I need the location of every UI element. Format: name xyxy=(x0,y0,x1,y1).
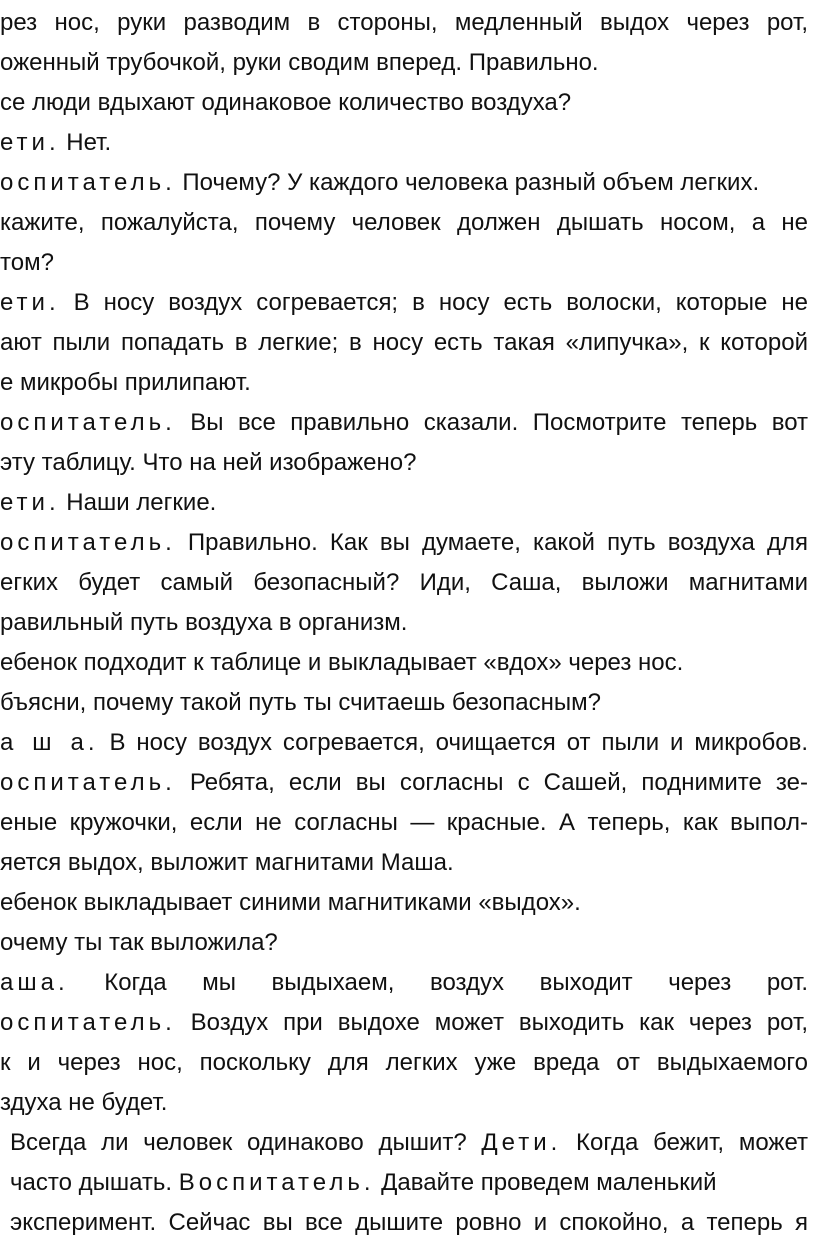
dialogue-line: оспитатель. Почему? У каждого человека разный объем легких. xyxy=(0,169,760,196)
speaker-label: ети. xyxy=(0,129,60,156)
dialogue-line: ети. Нет. xyxy=(0,129,112,156)
speaker-label: оспитатель. xyxy=(0,409,176,436)
speaker-label: ети. xyxy=(0,289,60,316)
text-line: егких будет самый безопасный? Иди, Саша, выложи магнитами xyxy=(0,569,808,596)
dialogue-line: оспитатель. Воздух при выдохе может выходить как через рот, xyxy=(0,1009,808,1036)
text-line: очему ты так выложила? xyxy=(0,929,278,956)
text-line: оженный трубочкой, руки сводим вперед. Правильно. xyxy=(0,49,599,76)
text-line: эксперимент. Сейчас вы все дышите ровно и спокойно, а теперь я xyxy=(10,1209,808,1236)
dialogue-line: часто дышать. Воспитатель. Давайте проведем маленький xyxy=(10,1169,717,1196)
text-line: здуха не будет. xyxy=(0,1089,168,1116)
text-line: равильный путь воздуха в организм. xyxy=(0,609,408,636)
dialogue-line: оспитатель. Вы все правильно сказали. Посмотрите теперь вот xyxy=(0,409,808,436)
speaker-label: аша. xyxy=(0,969,69,996)
text-line: ебенок подходит к таблице и выкладывает «вдох» через нос. xyxy=(0,649,684,676)
dialogue-line: Всегда ли человек одинаково дышит? Дети. Когда бежит, может xyxy=(10,1129,808,1156)
text-line: ебенок выкладывает синими магнитиками «выдох». xyxy=(0,889,581,916)
speaker-label: Дети. xyxy=(481,1129,562,1156)
dialogue-line: оспитатель. Правильно. Как вы думаете, какой путь воздуха для xyxy=(0,529,808,556)
speaker-label: ети. xyxy=(0,489,60,516)
text-line: се люди вдыхают одинаковое количество воздуха? xyxy=(0,89,572,116)
text-line: еные кружочки, если не согласны — красные. А теперь, как выпол- xyxy=(0,809,808,836)
text-line: яется выдох, выложит магнитами Маша. xyxy=(0,849,454,876)
text-line: рез нос, руки разводим в стороны, медленный выдох через рот, xyxy=(0,9,808,36)
speaker-label: оспитатель. xyxy=(0,1009,176,1036)
text-line: кажите, пожалуйста, почему человек должен дышать носом, а не xyxy=(0,209,808,236)
text-line: бъясни, почему такой путь ты считаешь безопасным? xyxy=(0,689,601,716)
speaker-label: оспитатель. xyxy=(0,769,176,796)
dialogue-line: аша. Когда мы выдыхаем, воздух выходит через рот. xyxy=(0,969,808,996)
dialogue-line: а ш а. В носу воздух согревается, очищается от пыли и микробов. xyxy=(0,729,808,756)
text-line: том? xyxy=(0,249,54,276)
text-line: ают пыли попадать в легкие; в носу есть такая «липучка», к которой xyxy=(0,329,808,356)
dialogue-line: ети. В носу воздух согревается; в носу есть волоски, которые не xyxy=(0,289,808,316)
text-line: к и через нос, поскольку для легких уже вреда от выдыхаемого xyxy=(0,1049,808,1076)
speaker-label: а ш а. xyxy=(0,729,99,756)
dialogue-line: оспитатель. Ребята, если вы согласны с Сашей, поднимите зе- xyxy=(0,769,808,796)
speaker-label: оспитатель. xyxy=(0,169,176,196)
speaker-label: оспитатель. xyxy=(0,529,176,556)
text-line: эту таблицу. Что на ней изображено? xyxy=(0,449,417,476)
dialogue-line: ети. Наши легкие. xyxy=(0,489,217,516)
text-line: е микробы прилипают. xyxy=(0,369,251,396)
speaker-label: Воспитатель. xyxy=(178,1169,375,1196)
